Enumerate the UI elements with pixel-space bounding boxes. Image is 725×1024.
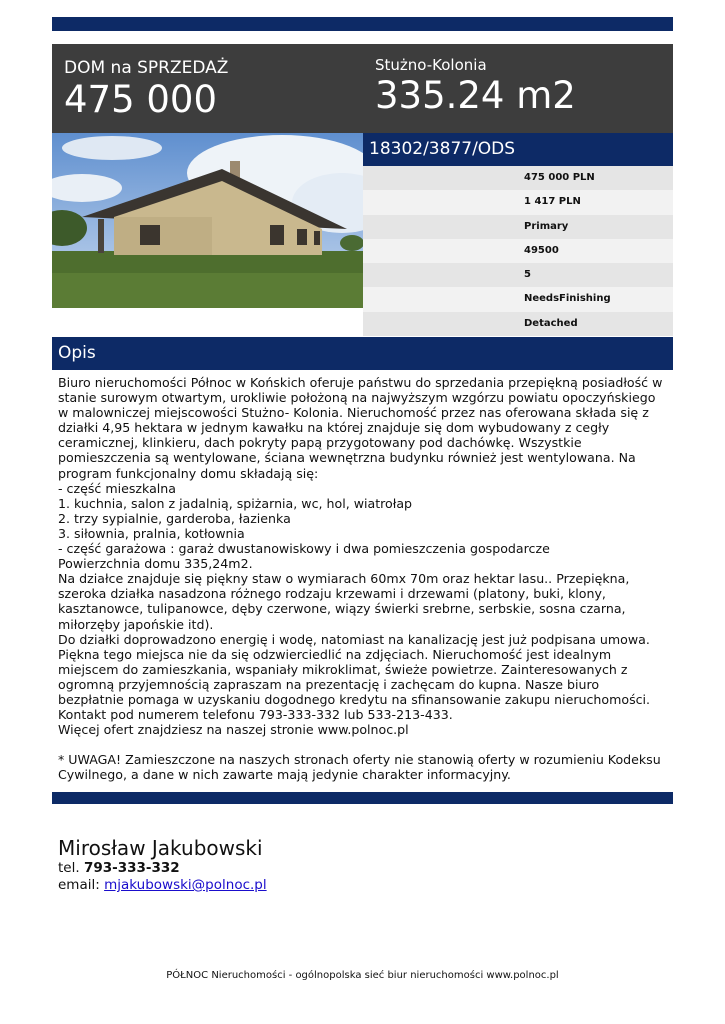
disclaimer: * UWAGA! Zamieszczone na naszych stronach oferty nie stanowią oferty w rozumieniu Kodeksu Cywilnego, a dane w nich zawarte mają jedynie charakter informacyjny. — [58, 752, 661, 783]
agent-phone-line — [58, 860, 267, 877]
description-line: Powierzchnia domu 335,24m2. — [58, 556, 253, 572]
house-photo — [52, 133, 363, 308]
description-line: 2. trzy sypialnie, garderoba, łazienka — [58, 510, 291, 526]
detail-market: Primary — [363, 215, 673, 239]
bottom-accent-bar — [52, 792, 673, 804]
detail-building-type: Detached — [363, 312, 673, 336]
description-line: Więcej ofert znajdziesz na naszej stronie www.polnoc.pl — [58, 722, 409, 738]
description-paragraph: Na działce znajduje się piękny staw o wymiarach 60mx 70m oraz hektar lasu.. Przepiękna, szeroka działka nasadzona różnego rodzaju krzewami i drzewami (platony, buki, klony, kasztanowce, tulipanowce, dęby czerwone, wiązy świerki srebrne, serbskie, sosna czarna, miłorzęby japońskie itd). — [58, 571, 630, 632]
page-footer: PÓŁNOC Nieruchomości - ogólnopolska sieć biur nieruchomości www.polnoc.pl — [166, 970, 559, 981]
description-line: - część garażowa : garaż dwustanowiskowy i dwa pomieszczenia gospodarcze — [58, 541, 550, 557]
agent-email-link[interactable]: mjakubowski@polnoc.pl — [104, 877, 267, 893]
top-accent-bar — [52, 17, 673, 31]
details-table — [363, 166, 673, 336]
description-heading: Opis — [52, 337, 673, 370]
agent-name: Mirosław Jakubowski — [58, 836, 263, 860]
email-label: email: — [58, 877, 100, 893]
description-paragraph: Do działki doprowadzono energię i wodę, natomiast na kanalizację jest już podpisana umowa. — [58, 631, 650, 647]
detail-condition: NeedsFinishing — [363, 287, 673, 311]
agent-phone: 793-333-332 — [83, 860, 180, 876]
detail-plot-area: 49500 — [363, 239, 673, 263]
description-paragraph: Biuro nieruchomości Północ w Końskich oferuje państwu do sprzedania przepiękną posiadłość w stanie surowym otwartym, urokliwie położoną na najwyższym wzgórzu powiatu opoczyńskiego w malowniczej miejscowości Stużno- Kolonia. Nieruchomość przez nas oferowana składa się z działki 4,95 hektara w jednym kawałku na której znajduje się dom wybudowany z cegły ceramicznej, klinkieru, dach pokryty papą przygotowany pod dachówkę. Wszystkie pomieszczenia są wentylowane, ściana wewnętrzna budynku również jest wentylowana. Na program funkcjonalny domu składają się: — [58, 375, 663, 481]
description-line: 3. siłownia, pralnia, kotłownia — [58, 525, 245, 541]
listing-type: DOM na SPRZEDAŻ — [64, 58, 229, 78]
listing-header — [52, 44, 673, 133]
listing-price: 475 000 — [64, 78, 218, 121]
agent-email-line — [58, 877, 267, 894]
detail-price: 475 000 PLN — [363, 166, 673, 190]
agent-contact — [58, 836, 267, 894]
detail-rooms: 5 — [363, 263, 673, 287]
listing-area: 335.24 m2 — [375, 74, 576, 117]
detail-price-per-m2: 1 417 PLN — [363, 190, 673, 214]
description-body — [58, 375, 668, 782]
description-paragraph: Piękna tego miejsca nie da się odzwierciedlić na zdjęciach. Nieruchomość jest idealnym miejscem do zamieszkania, wspaniały mikroklimat, świeże powietrze. Zainteresowanych z ogromną przyjemnością zapraszam na prezentację i zachęcam do kupna. Nasze biuro bezpłatnie pomaga w uzyskaniu dogodnego kredytu na sfinansowanie zakupu nieruchomości. Kontakt pod numerem telefonu 793-333-332 lub 533-213-433. — [58, 646, 651, 723]
description-line: 1. kuchnia, salon z jadalnią, spiżarnia, wc, hol, wiatrołap — [58, 495, 413, 511]
phone-label: tel. — [58, 860, 80, 876]
reference-number: 18302/3877/ODS — [363, 133, 673, 166]
listing-location: Stużno-Kolonia — [375, 56, 487, 74]
description-line: - część mieszkalna — [58, 480, 176, 496]
